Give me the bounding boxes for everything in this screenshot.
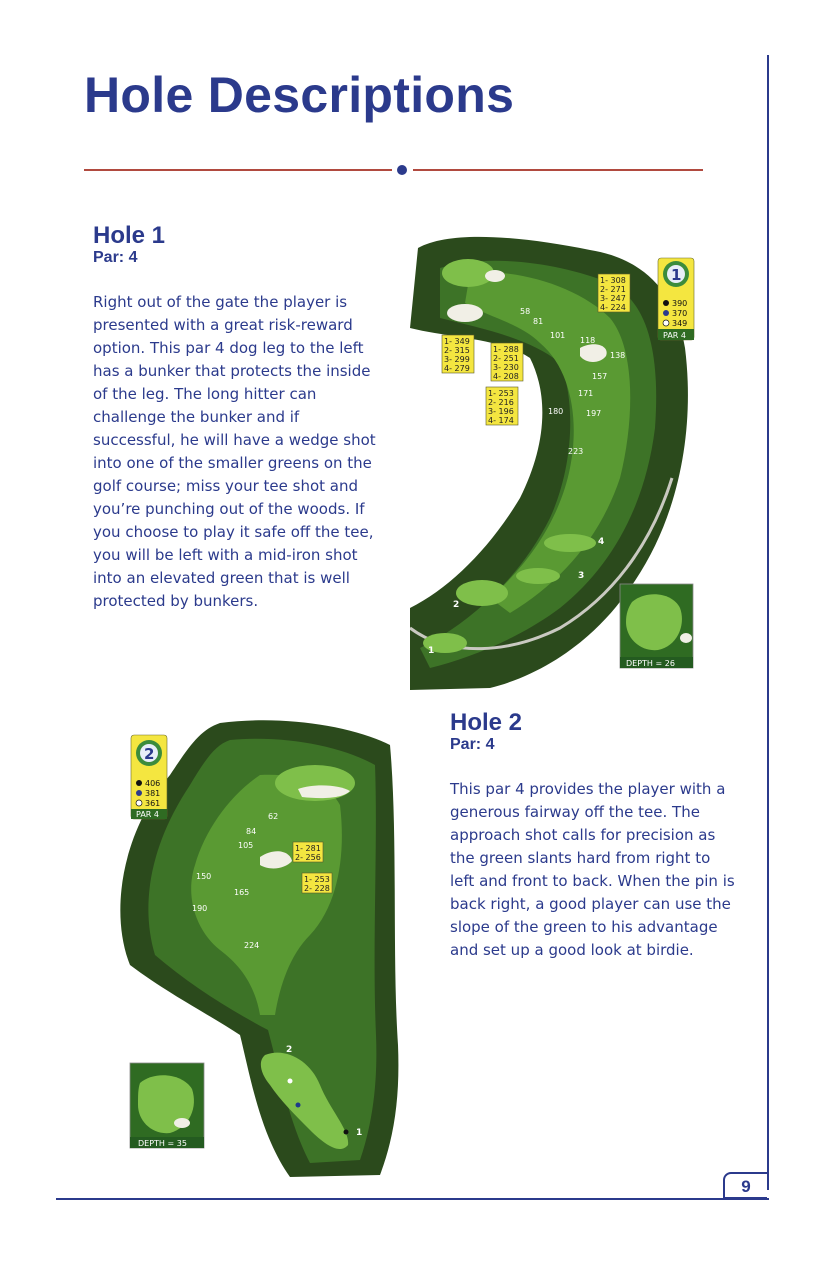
page-frame-bottom xyxy=(56,1198,769,1200)
svg-text:1- 253: 1- 253 xyxy=(304,875,330,884)
hole-1-marker-223: 223 xyxy=(568,447,584,456)
hole-1-bunker-left xyxy=(447,304,483,322)
hole-1-marker-157: 157 xyxy=(592,372,608,381)
hole-2-tee-label-2: 2 xyxy=(286,1045,293,1055)
page-frame-right xyxy=(767,55,769,1190)
hole-2-marker-150: 150 xyxy=(196,872,212,881)
hole-1-marker-58: 58 xyxy=(520,307,531,316)
hole-2-par: Par: 4 xyxy=(450,736,495,753)
hole-2-marker-190: 190 xyxy=(192,904,208,913)
hole-2-info-badge xyxy=(131,735,167,819)
hole-1-marker-171: 171 xyxy=(578,389,594,398)
svg-text:4- 174: 4- 174 xyxy=(488,416,514,425)
hole-1-tee-label-4: 4 xyxy=(598,537,605,547)
svg-text:1- 308: 1- 308 xyxy=(600,276,626,285)
hole-1-yardage-box-4 xyxy=(486,387,518,425)
svg-text:4- 224: 4- 224 xyxy=(600,303,626,312)
hole-2-marker-165: 165 xyxy=(234,888,250,897)
hole-1-green xyxy=(442,259,494,287)
hole-1-marker-81: 81 xyxy=(533,317,544,326)
hole-1-tee-label-1: 1 xyxy=(428,646,435,656)
hole-1-bunker-greenside xyxy=(485,270,505,282)
svg-text:361: 361 xyxy=(145,799,161,808)
svg-text:349: 349 xyxy=(672,319,688,328)
hole-2-marker-62: 62 xyxy=(268,812,279,821)
svg-text:3- 247: 3- 247 xyxy=(600,294,626,303)
hole-1-yardage-box-2 xyxy=(442,335,474,373)
hole-1-tee-2 xyxy=(456,580,508,606)
svg-text:370: 370 xyxy=(672,309,688,318)
svg-text:2- 256: 2- 256 xyxy=(295,853,321,862)
svg-text:381: 381 xyxy=(145,789,161,798)
hole-1-yardage-box-1 xyxy=(598,274,630,312)
svg-text:1- 281: 1- 281 xyxy=(295,844,321,853)
svg-text:2: 2 xyxy=(144,745,155,763)
hole-1-yardage-box-3 xyxy=(491,343,523,381)
page-number: 9 xyxy=(723,1172,767,1199)
hole-2-yardage-box-2 xyxy=(302,873,332,893)
hole-2-marker-84: 84 xyxy=(246,827,257,836)
hole-2-description: This par 4 provides the player with a generous fairway off the tee. The approach shot calls for precision as the green slants hard from right to left and front to back. When the pin is back right, a good player can use the slope of the green to his advantage and set up a good look at birdie. xyxy=(450,780,735,959)
hole-1-marker-118: 118 xyxy=(580,336,596,345)
svg-text:3- 196: 3- 196 xyxy=(488,407,514,416)
svg-text:4- 279: 4- 279 xyxy=(444,364,470,373)
svg-text:406: 406 xyxy=(145,779,161,788)
svg-text:4- 208: 4- 208 xyxy=(493,372,519,381)
hole-2-marker-224: 224 xyxy=(244,941,260,950)
hole-2-map xyxy=(110,715,400,1177)
hole-1-par: Par: 4 xyxy=(93,249,138,266)
hole-1-marker-180: 180 xyxy=(548,407,564,416)
hole-2-tee-marker-white xyxy=(288,1079,293,1084)
svg-text:3- 230: 3- 230 xyxy=(493,363,519,372)
page-title: Hole Descriptions xyxy=(84,67,515,123)
svg-text:2- 315: 2- 315 xyxy=(444,346,470,355)
hole-1-marker-197: 197 xyxy=(586,409,602,418)
title-rule-right xyxy=(413,169,703,171)
svg-text:2- 251: 2- 251 xyxy=(493,354,519,363)
hole-1-tee-label-3: 3 xyxy=(578,571,585,581)
svg-text:PAR 4: PAR 4 xyxy=(136,810,159,819)
hole-2-heading: Hole 2 xyxy=(450,709,523,736)
hole-2-marker-105: 105 xyxy=(238,841,254,850)
svg-text:3- 299: 3- 299 xyxy=(444,355,470,364)
svg-text:2- 228: 2- 228 xyxy=(304,884,330,893)
title-rule-left xyxy=(84,169,392,171)
hole-1-green-depth-inset xyxy=(620,584,693,668)
hole-1-marker-101: 101 xyxy=(550,331,566,340)
hole-1-info-badge xyxy=(658,258,694,340)
title-rule-dot xyxy=(397,165,407,175)
hole-1-tee-3 xyxy=(516,568,560,584)
svg-text:1- 253: 1- 253 xyxy=(488,389,514,398)
hole-1-tee-label-2: 2 xyxy=(453,600,460,610)
svg-text:DEPTH = 35: DEPTH = 35 xyxy=(138,1139,187,1148)
hole-1-marker-138: 138 xyxy=(610,351,626,360)
hole-1-map xyxy=(410,228,700,690)
svg-text:PAR 4: PAR 4 xyxy=(663,331,686,340)
svg-text:2- 271: 2- 271 xyxy=(600,285,626,294)
hole-1-description: Right out of the gate the player is presented with a great risk-reward option. This par 4 dog leg to the left has a bunker that protects the inside of the leg. The long hitter can challenge the bunker and if successful, he will have a wedge shot into one of the smaller greens on the golf course; miss your tee shot and you’re punching out of the woods. If you choose to play it safe off the tee, you will be left with a mid-iron shot into an elevated green that is well protected by bunkers. xyxy=(93,293,376,610)
svg-text:1- 349: 1- 349 xyxy=(444,337,470,346)
hole-1-tee-4 xyxy=(544,534,596,552)
hole-1-heading: Hole 1 xyxy=(93,222,166,249)
hole-2-green-depth-inset xyxy=(130,1063,204,1148)
svg-text:2- 216: 2- 216 xyxy=(488,398,514,407)
svg-text:1: 1 xyxy=(671,266,682,284)
svg-text:390: 390 xyxy=(672,299,688,308)
hole-2-tee-label-1: 1 xyxy=(356,1128,363,1138)
svg-text:1- 288: 1- 288 xyxy=(493,345,519,354)
svg-text:DEPTH = 26: DEPTH = 26 xyxy=(626,659,675,668)
hole-2-tee-marker-black xyxy=(344,1130,349,1135)
hole-2-yardage-box-1 xyxy=(293,842,323,862)
hole-2-tee-marker-blue xyxy=(296,1103,301,1108)
